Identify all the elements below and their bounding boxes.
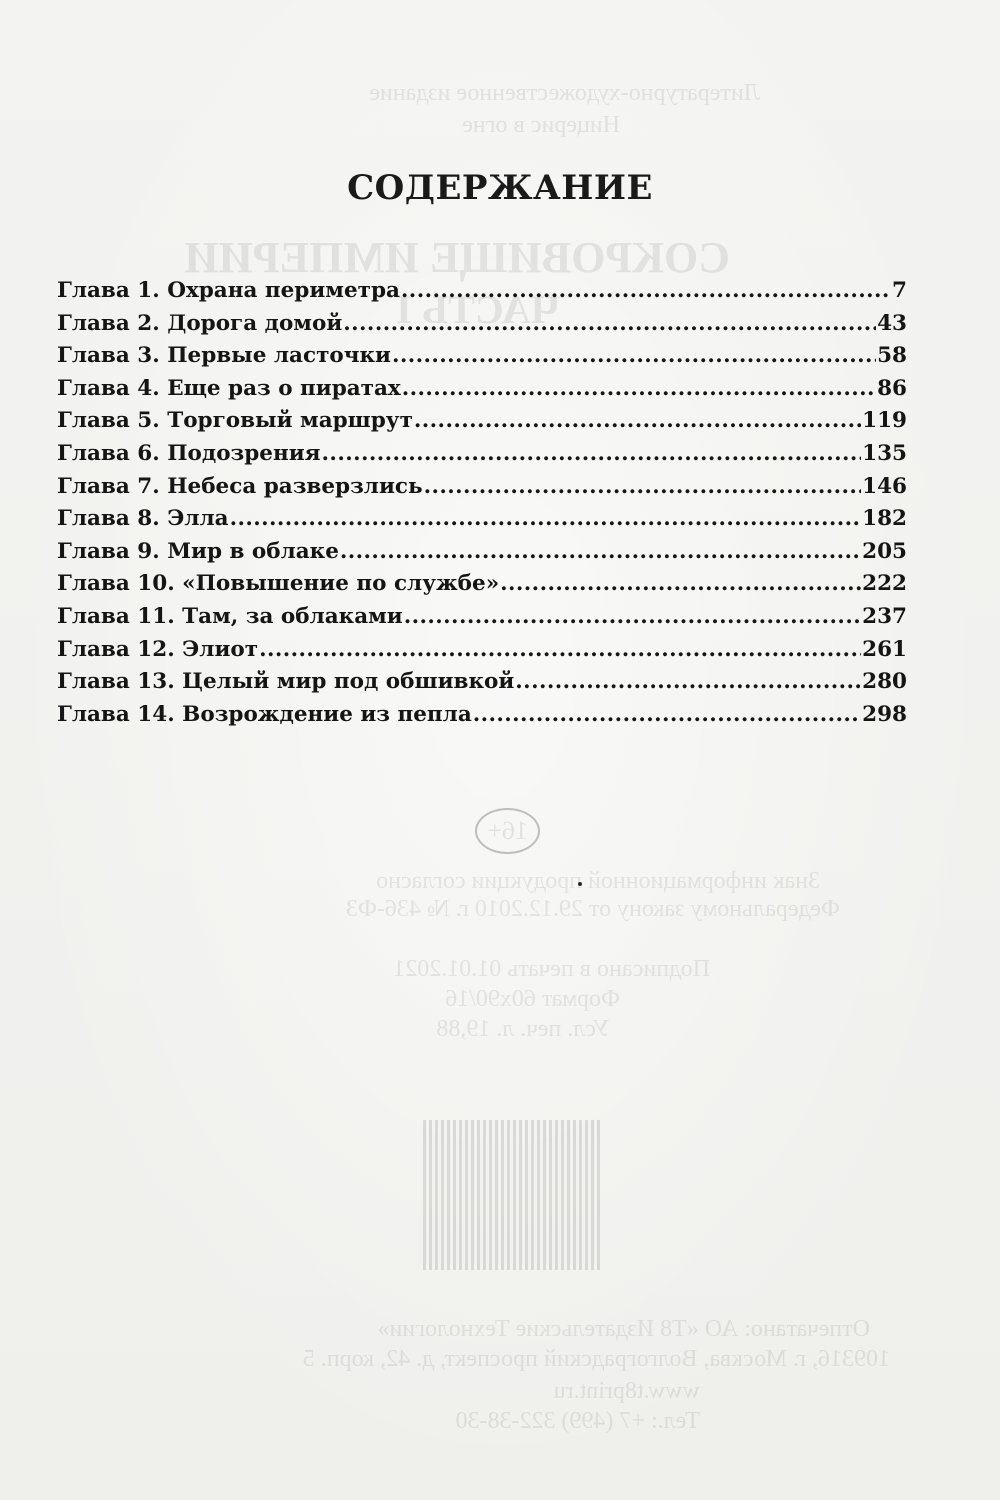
contents-heading: СОДЕРЖАНИЕ	[347, 168, 653, 208]
toc-entry-page: 280	[862, 669, 907, 695]
dot-leader	[404, 604, 861, 629]
dot-leader	[402, 376, 876, 401]
toc-entry-title: Глава 8. Элла	[57, 506, 229, 532]
toc-entry[interactable]	[57, 637, 907, 670]
toc-entry-page: 43	[877, 310, 907, 336]
toc-entry[interactable]	[57, 376, 907, 409]
toc-entry-page: 237	[862, 603, 907, 629]
toc-entry-title: Глава 9. Мир в облаке	[57, 538, 339, 564]
toc-entry-title: Глава 11. Там, за облаками	[57, 603, 403, 629]
dot-leader	[414, 408, 861, 433]
dot-leader	[500, 571, 861, 596]
toc-entry[interactable]	[57, 669, 907, 702]
dot-leader	[401, 278, 891, 303]
dot-leader	[343, 311, 876, 336]
toc-entry-title: Глава 1. Охрана периметра	[57, 278, 400, 303]
toc-entry[interactable]	[57, 604, 907, 637]
toc-entry[interactable]	[57, 702, 907, 735]
toc-entry[interactable]	[57, 311, 907, 344]
toc-entry-title: Глава 10. «Повышение по службе»	[57, 571, 500, 597]
toc-entry[interactable]	[57, 343, 907, 376]
dot-leader	[473, 702, 861, 727]
toc-entry-page: 7	[892, 278, 907, 303]
ink-speck	[578, 882, 582, 886]
toc-entry[interactable]	[57, 408, 907, 441]
dot-leader	[230, 506, 862, 531]
toc-entry[interactable]	[57, 539, 907, 572]
toc-entry-page: 298	[862, 701, 907, 727]
toc-entry-title: Глава 2. Дорога домой	[57, 310, 343, 336]
toc-entry[interactable]	[57, 441, 907, 474]
toc-entry[interactable]	[57, 506, 907, 539]
toc-entry[interactable]	[57, 474, 907, 507]
toc-entry-title: Глава 6. Подозрения	[57, 440, 321, 466]
table-of-contents	[57, 278, 907, 734]
toc-entry-page: 261	[862, 636, 907, 662]
toc-entry-page: 146	[862, 473, 907, 499]
toc-entry-title: Глава 13. Целый мир под обшивкой	[57, 669, 515, 695]
toc-entry-page: 58	[877, 343, 907, 369]
dot-leader	[515, 669, 861, 694]
toc-entry-title: Глава 14. Возрождение из пепла	[57, 701, 472, 727]
toc-entry-title: Глава 7. Небеса разверзлись	[57, 473, 423, 499]
toc-entry-title: Глава 12. Элиот	[57, 636, 259, 662]
bleed-through-reverse-side: Литературно-художественное издание Ницерис в огне СОКРОВИЩЕ ИМПЕРИИ ЧАСТЬ I 16+ Знак информационной продукции согласно Федеральному закону от 29.12.2010 г. № 436-ФЗ Подписано в печать 01.01.2021 Формат 60х90/16 Усл. печ. л. 19,88 Отпечатано: АО «Т8 Издательские Технологии» 109316, г. Москва, Волгоградский проспект, д. 42, корп. 5 www.t8print.ru Тел.: +7 (499) 322-38-30	[184, 80, 890, 1434]
toc-entry-page: 182	[862, 506, 907, 532]
toc-entry-title: Глава 3. Первые ласточки	[57, 343, 391, 369]
toc-entry-title: Глава 4. Еще раз о пиратах	[57, 375, 401, 401]
toc-entry-page: 205	[862, 538, 907, 564]
dot-leader	[392, 343, 876, 368]
toc-entry[interactable]	[57, 278, 907, 311]
toc-entry-page: 222	[862, 571, 907, 597]
dot-leader	[259, 637, 861, 662]
toc-entry-page: 86	[877, 375, 907, 401]
toc-entry-page: 135	[862, 440, 907, 466]
toc-entry-page: 119	[862, 408, 907, 434]
toc-entry-title: Глава 5. Торговый маршрут	[57, 408, 413, 434]
dot-leader	[322, 441, 862, 466]
toc-entry[interactable]	[57, 571, 907, 604]
dot-leader	[340, 539, 861, 564]
dot-leader	[424, 474, 862, 499]
